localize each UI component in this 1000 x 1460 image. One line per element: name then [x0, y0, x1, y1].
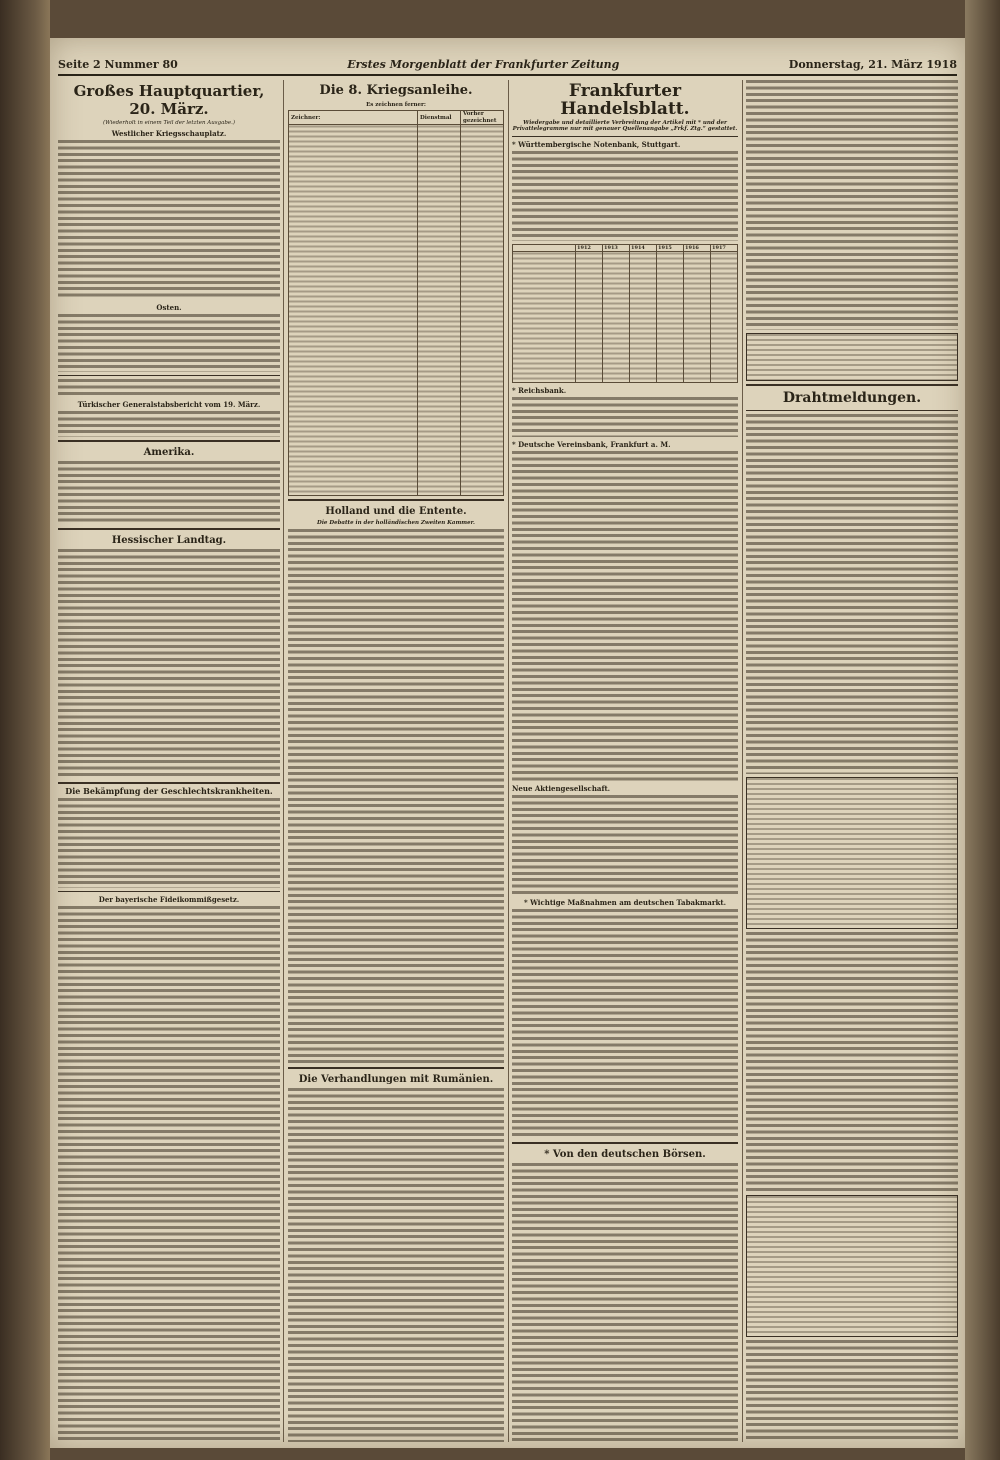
headline-drahtmeldungen: Drahtmeldungen. — [782, 390, 922, 406]
table-cell — [513, 252, 576, 383]
article-text — [512, 151, 738, 241]
article-text — [58, 549, 280, 779]
running-header — [58, 56, 957, 72]
article-text — [58, 906, 280, 1442]
article-text — [512, 451, 738, 781]
table-cell — [630, 252, 657, 383]
column-rule — [742, 80, 743, 1442]
column-1 — [58, 80, 280, 1442]
article-text — [58, 461, 280, 525]
section-boersen: * Von den deutschen Börsen. — [544, 1149, 706, 1161]
table-cell — [289, 125, 418, 496]
table-header: 1917 — [711, 244, 738, 251]
table-cell — [657, 252, 684, 383]
section-osten: Osten. — [156, 303, 182, 313]
article-text — [746, 414, 958, 774]
headline-handelsblatt: Frankfurter Handelsblatt. — [560, 81, 690, 119]
table-header: Dienstmal — [418, 111, 461, 125]
section-west: Westlicher Kriegsschauplatz. — [111, 129, 227, 139]
divider — [288, 499, 504, 501]
divider — [58, 375, 280, 376]
table-cell — [576, 252, 603, 383]
headline-hauptquartier: Großes Hauptquartier, 20. März. — [73, 82, 265, 118]
section-subtitle: Die Debatte in der holländischen Zweiten Kammer. — [317, 520, 475, 527]
headline-subtitle: Es zeichnen ferner: — [366, 102, 426, 108]
article-text — [58, 379, 280, 397]
page-edge — [965, 0, 1000, 1460]
article-text — [746, 932, 958, 1192]
section-amerika: Amerika. — [143, 447, 195, 459]
subscription-table — [288, 110, 504, 496]
newspaper-page — [50, 38, 965, 1448]
divider — [512, 136, 738, 137]
page-number: Seite 2 Nummer 80 — [58, 57, 178, 71]
article-text — [746, 80, 958, 330]
article-text — [58, 140, 280, 300]
section-holland: Holland und die Entente. — [325, 506, 467, 518]
section-rumaenien: Die Verhandlungen mit Rumänien. — [298, 1073, 494, 1085]
table-header: 1916 — [684, 244, 711, 251]
book-gutter — [0, 0, 50, 1460]
table-cell — [684, 252, 711, 383]
market-table — [746, 333, 958, 381]
divider — [746, 410, 958, 411]
article-text — [288, 529, 504, 1064]
section-tuerkei: Türkischer Generalstabsbericht vom 19. März. — [77, 400, 261, 410]
table-header: 1913 — [603, 244, 630, 251]
divider — [746, 384, 958, 386]
table-cell — [711, 252, 738, 383]
table-header: 1915 — [657, 244, 684, 251]
article-text — [58, 798, 280, 888]
article-text — [58, 411, 280, 437]
table-cell — [461, 125, 504, 496]
article-text — [746, 1340, 958, 1442]
commodity-table — [746, 1195, 958, 1337]
headline-note: (Wiederholt in einem Teil der letzten Ausgabe.) — [102, 120, 236, 126]
table-header: Zeichner: — [289, 111, 418, 125]
table-cell — [418, 125, 461, 496]
divider — [58, 782, 280, 784]
column-rule — [508, 80, 509, 1442]
header-rule — [58, 74, 957, 76]
table-cell — [603, 252, 630, 383]
handelsblatt-note: Wiedergabe und detaillierte Verbreitung der Artikel mit * und der Privattelegramme nur mit genauer Quellenangabe „Frkf. Ztg.“ gestattet. — [512, 120, 738, 133]
section-fideikommiss: Der bayerische Fideikommißgesetz. — [98, 895, 240, 905]
bank-balance-table — [512, 244, 738, 383]
divider — [58, 440, 280, 442]
divider — [512, 1142, 738, 1144]
issue-date: Donnerstag, 21. März 1918 — [788, 57, 957, 71]
column-4 — [746, 80, 958, 1442]
headline-kriegsanleihe: Die 8. Kriegsanleihe. — [319, 83, 473, 98]
article-text — [512, 795, 738, 895]
section-neue-ag: Neue Aktiengesellschaft. — [512, 784, 611, 794]
column-rule — [283, 80, 284, 1442]
section-hessen: Hessischer Landtag. — [111, 535, 227, 547]
section-geschlechtskrankheiten: Die Bekämpfung der Geschlechtskrankheiten. — [65, 786, 273, 797]
section-notenbank: * Württembergische Notenbank, Stuttgart. — [512, 139, 681, 149]
article-text — [512, 1163, 738, 1442]
exchange-table — [746, 777, 958, 929]
article-text — [512, 397, 738, 437]
table-header: 1912 — [576, 244, 603, 251]
section-reichsbank: * Reichsbank. — [512, 386, 567, 396]
column-3 — [512, 80, 738, 1442]
table-header: 1914 — [630, 244, 657, 251]
table-header — [513, 244, 576, 251]
section-tabakmarkt: * Wichtige Maßnahmen am deutschen Tabakmarkt. — [523, 898, 727, 908]
divider — [58, 528, 280, 530]
divider — [288, 1067, 504, 1069]
article-text — [512, 909, 738, 1139]
article-text — [58, 314, 280, 372]
column-2 — [288, 80, 504, 1442]
divider — [58, 891, 280, 892]
table-header: Vorher gezeichnet — [461, 111, 504, 125]
section-vereinsbank: * Deutsche Vereinsbank, Frankfurt a. M. — [512, 440, 671, 450]
masthead-title: Erstes Morgenblatt der Frankfurter Zeitung — [347, 57, 620, 71]
article-text — [288, 1088, 504, 1442]
